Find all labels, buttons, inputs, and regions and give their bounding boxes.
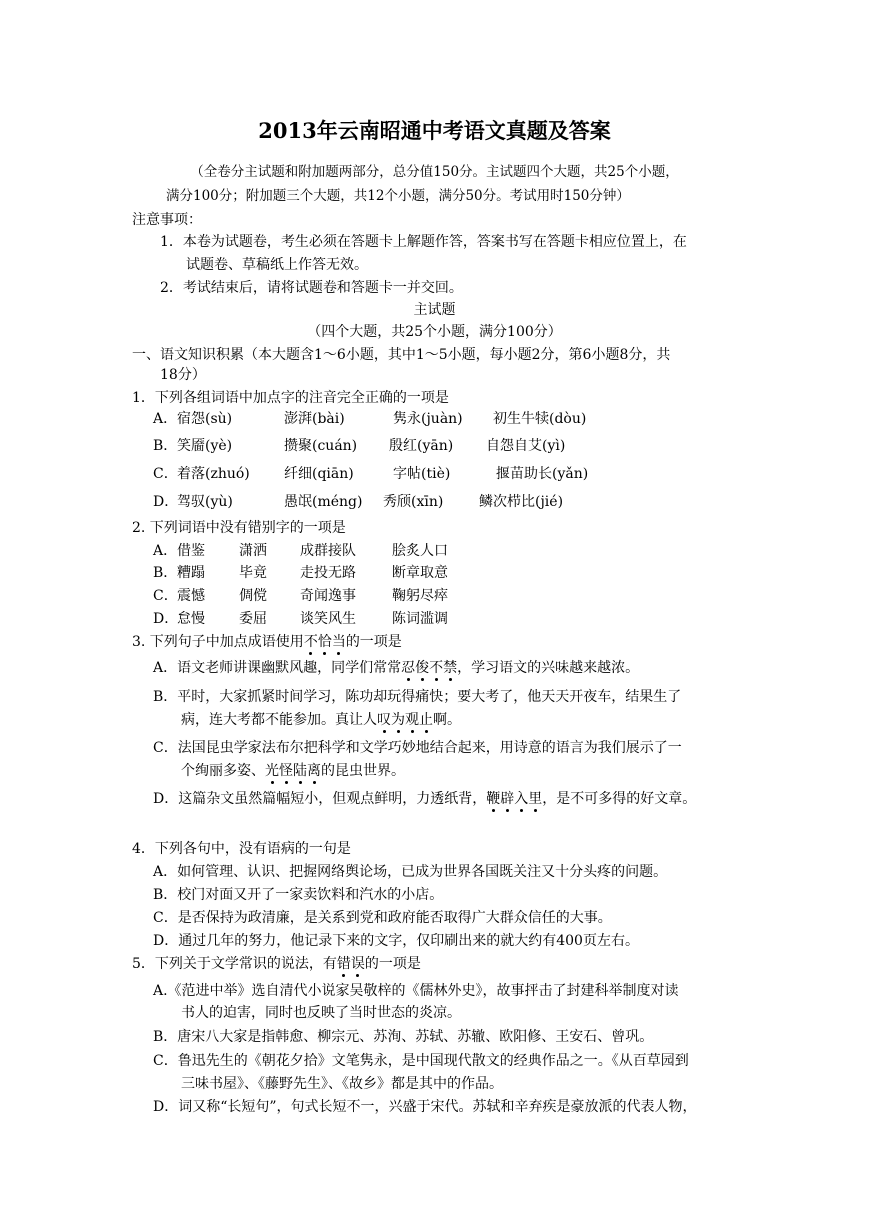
option-text: 个绚丽多姿、 bbox=[181, 763, 265, 779]
q4-option-a: A．如何管理、认识、把握网络舆论场，已成为世界各国既关注又十分头疼的问题。 bbox=[153, 864, 668, 880]
option-word: 自怨自艾(yì) bbox=[486, 438, 566, 454]
q3-option-b-cont bbox=[181, 711, 461, 729]
q5-option-c: C．鲁迅先生的《朝花夕拾》文笔隽永，是中国现代散文的经典作品之一。《从百草园到 bbox=[153, 1053, 689, 1069]
option-word: 怠慢 bbox=[177, 611, 205, 627]
option-word: 着落(zhuó) bbox=[177, 466, 250, 482]
q3-option-b: B．平时，大家抓紧时间学习，陈功却玩得痛快；要大考了，他天天开夜车，结果生了 bbox=[153, 689, 682, 705]
q4-option-c: C．是否保持为政清廉，是关系到党和政府能否取得广大群众信任的大事。 bbox=[153, 910, 612, 926]
emphasis-char: 怪 bbox=[279, 763, 293, 779]
emphasis-char: 观 bbox=[405, 712, 419, 728]
notice-item-1: 1．本卷为试题卷，考生必须在答题卡上解题作答，答案书写在答题卡相应位置上，在 bbox=[160, 234, 687, 250]
option-word: 谈笑风生 bbox=[300, 611, 356, 627]
emphasis-char: 不 bbox=[429, 660, 444, 676]
option-label: A． bbox=[153, 411, 178, 427]
option-word: 纤细(qiān) bbox=[284, 466, 354, 482]
q5-option-a: A.《范进中举》选自清代小说家吴敬梓的《儒林外史》，故事抨击了封建科举制度对读 bbox=[153, 983, 679, 999]
option-word: 鞠躬尽瘁 bbox=[392, 588, 448, 604]
option-word: 毕竟 bbox=[239, 565, 267, 581]
option-label: D． bbox=[153, 611, 179, 627]
intro-line-1: （全卷分主试题和附加题两部分，总分值150分。主试题四个大题，共25个小题， bbox=[190, 164, 679, 180]
option-word: 鳞次栉比(jié) bbox=[479, 494, 564, 510]
emphasis-char: 当 bbox=[331, 634, 346, 650]
emphasis-char: 忍 bbox=[401, 660, 416, 676]
main-heading: 主试题 bbox=[413, 302, 456, 318]
option-text: 病，连大考都不能参加。真让人 bbox=[181, 712, 377, 728]
q1-stem: 1．下列各组词语中加点字的注音完全正确的一项是 bbox=[132, 390, 449, 406]
option-word: 澎湃(bài) bbox=[284, 411, 345, 427]
option-word: 委屈 bbox=[239, 611, 267, 627]
emphasis-text bbox=[265, 763, 321, 779]
section-1-heading-cont: 18分） bbox=[160, 367, 206, 383]
option-text: 的昆虫世界。 bbox=[321, 763, 405, 779]
q4-option-b: B．校门对面又开了一家卖饮料和汽水的小店。 bbox=[153, 887, 444, 903]
emphasis-char: 误 bbox=[350, 956, 365, 972]
option-word: 秀颀(xīn) bbox=[383, 494, 444, 510]
emphasis-char: 恰 bbox=[317, 634, 332, 650]
q5-option-b: B．唐宋八大家是指韩愈、柳宗元、苏洵、苏轼、苏辙、欧阳修、王安石、曾巩。 bbox=[153, 1029, 654, 1045]
emphasis-char: 止 bbox=[419, 712, 433, 728]
q5-option-a-cont: 书人的迫害，同时也反映了当时世态的炎凉。 bbox=[181, 1005, 461, 1021]
option-text: ，是不可多得的好文章。 bbox=[542, 791, 697, 807]
q5-stem bbox=[132, 955, 421, 973]
q5-option-d: D．词又称“长短句”，句式长短不一，兴盛于宋代。苏轼和辛弃疾是豪放派的代表人物， bbox=[153, 1099, 697, 1115]
option-word: 借鉴 bbox=[177, 543, 205, 559]
notice-heading: 注意事项： bbox=[132, 212, 202, 228]
emphasis-char: 不 bbox=[303, 634, 318, 650]
emphasis-char: 禁 bbox=[443, 660, 458, 676]
option-word: 愚氓(méng) bbox=[284, 494, 363, 510]
q5-stem-text: 5．下列关于文学常识的说法，有 bbox=[132, 956, 337, 972]
option-word: 殷红(yān) bbox=[389, 438, 454, 454]
option-text: A．语文老师讲课幽默风趣，同学们常常 bbox=[153, 660, 402, 676]
q4-stem: 4．下列各句中，没有语病的一句是 bbox=[132, 841, 351, 857]
option-word: 宿怨(sù) bbox=[177, 411, 233, 427]
option-word: 初生牛犊(dòu) bbox=[493, 411, 587, 427]
option-text: 啊。 bbox=[433, 712, 461, 728]
emphasis-char: 里 bbox=[528, 791, 543, 807]
main-subheading: （四个大题，共25个小题，满分100分） bbox=[307, 324, 562, 340]
emphasis-char: 离 bbox=[307, 763, 321, 779]
q3-stem-text: 的一项是 bbox=[345, 634, 402, 650]
emphasis-char: 错 bbox=[336, 956, 351, 972]
option-word: 字帖(tiè) bbox=[393, 466, 451, 482]
option-word: 走投无路 bbox=[300, 565, 356, 581]
emphasis-char: 为 bbox=[391, 712, 405, 728]
option-word: 脍炙人口 bbox=[392, 543, 448, 559]
option-text: D．这篇杂文虽然篇幅短小，但观点鲜明，力透纸背， bbox=[153, 791, 487, 807]
option-word: 倜傥 bbox=[239, 588, 267, 604]
q3-option-c-cont bbox=[181, 762, 405, 780]
option-word: 奇闻逸事 bbox=[300, 588, 356, 604]
option-word: 糟蹋 bbox=[177, 565, 205, 581]
option-word: 笑靥(yè) bbox=[177, 438, 233, 454]
q3-option-d bbox=[153, 790, 696, 808]
option-word: 隽永(juàn) bbox=[393, 411, 463, 427]
option-label: B． bbox=[153, 565, 178, 581]
option-word: 潇洒 bbox=[239, 543, 267, 559]
option-word: 揠苗助长(yǎn) bbox=[496, 466, 589, 482]
emphasis-char: 光 bbox=[265, 763, 279, 779]
emphasis-char: 入 bbox=[514, 791, 529, 807]
q3-stem bbox=[132, 633, 402, 651]
option-text: ，学习语文的兴味越来越浓。 bbox=[457, 660, 640, 676]
option-word: 驾驭(yù) bbox=[177, 494, 233, 510]
option-word: 断章取意 bbox=[392, 565, 448, 581]
option-label: C． bbox=[153, 466, 178, 482]
option-word: 陈词滥调 bbox=[392, 611, 448, 627]
section-1-heading: 一、语文知识积累（本大题含1～6小题，其中1～5小题，每小题2分，第6小题8分，共 bbox=[132, 347, 671, 363]
q4-option-d: D．通过几年的努力，他记录下来的文字，仅印刷出来的就大约有400页左右。 bbox=[153, 933, 639, 949]
q3-option-a bbox=[153, 659, 639, 677]
q2-stem: 2. 下列词语中没有错别字的一项是 bbox=[132, 520, 346, 536]
emphasis-text bbox=[337, 956, 365, 972]
q5-stem-text: 的一项是 bbox=[364, 956, 421, 972]
emphasis-char: 俊 bbox=[415, 660, 430, 676]
q5-option-c-cont: 三味书屋》、《藤野先生》、《故乡》都是其中的作品。 bbox=[181, 1076, 503, 1092]
option-word: 成群接队 bbox=[300, 543, 356, 559]
notice-item-1-cont: 试题卷、草稿纸上作答无效。 bbox=[186, 257, 368, 273]
emphasis-char: 叹 bbox=[377, 712, 391, 728]
option-label: C． bbox=[153, 588, 178, 604]
intro-line-2: 满分100分；附加题三个大题，共12个小题，满分50分。考试用时150分钟） bbox=[166, 188, 630, 204]
emphasis-char: 陆 bbox=[293, 763, 307, 779]
notice-item-2: 2．考试结束后，请将试题卷和答题卡一并交回。 bbox=[160, 280, 463, 296]
option-word: 震憾 bbox=[177, 588, 205, 604]
q3-option-c: C．法国昆虫学家法布尔把科学和文学巧妙地结合起来，用诗意的语言为我们展示了一 bbox=[153, 740, 682, 756]
emphasis-text bbox=[401, 660, 457, 676]
emphasis-text bbox=[486, 791, 542, 807]
option-label: B． bbox=[153, 438, 178, 454]
q3-stem-text: 3. 下列句子中加点成语使用 bbox=[132, 634, 304, 650]
emphasis-text bbox=[304, 634, 346, 650]
option-label: A． bbox=[153, 543, 178, 559]
emphasis-text bbox=[377, 712, 433, 728]
option-word: 攒聚(cuán) bbox=[284, 438, 358, 454]
page-title: 2013年云南昭通中考语文真题及答案 bbox=[258, 118, 611, 143]
emphasis-char: 辟 bbox=[500, 791, 515, 807]
option-label: D． bbox=[153, 494, 179, 510]
emphasis-char: 鞭 bbox=[486, 791, 501, 807]
